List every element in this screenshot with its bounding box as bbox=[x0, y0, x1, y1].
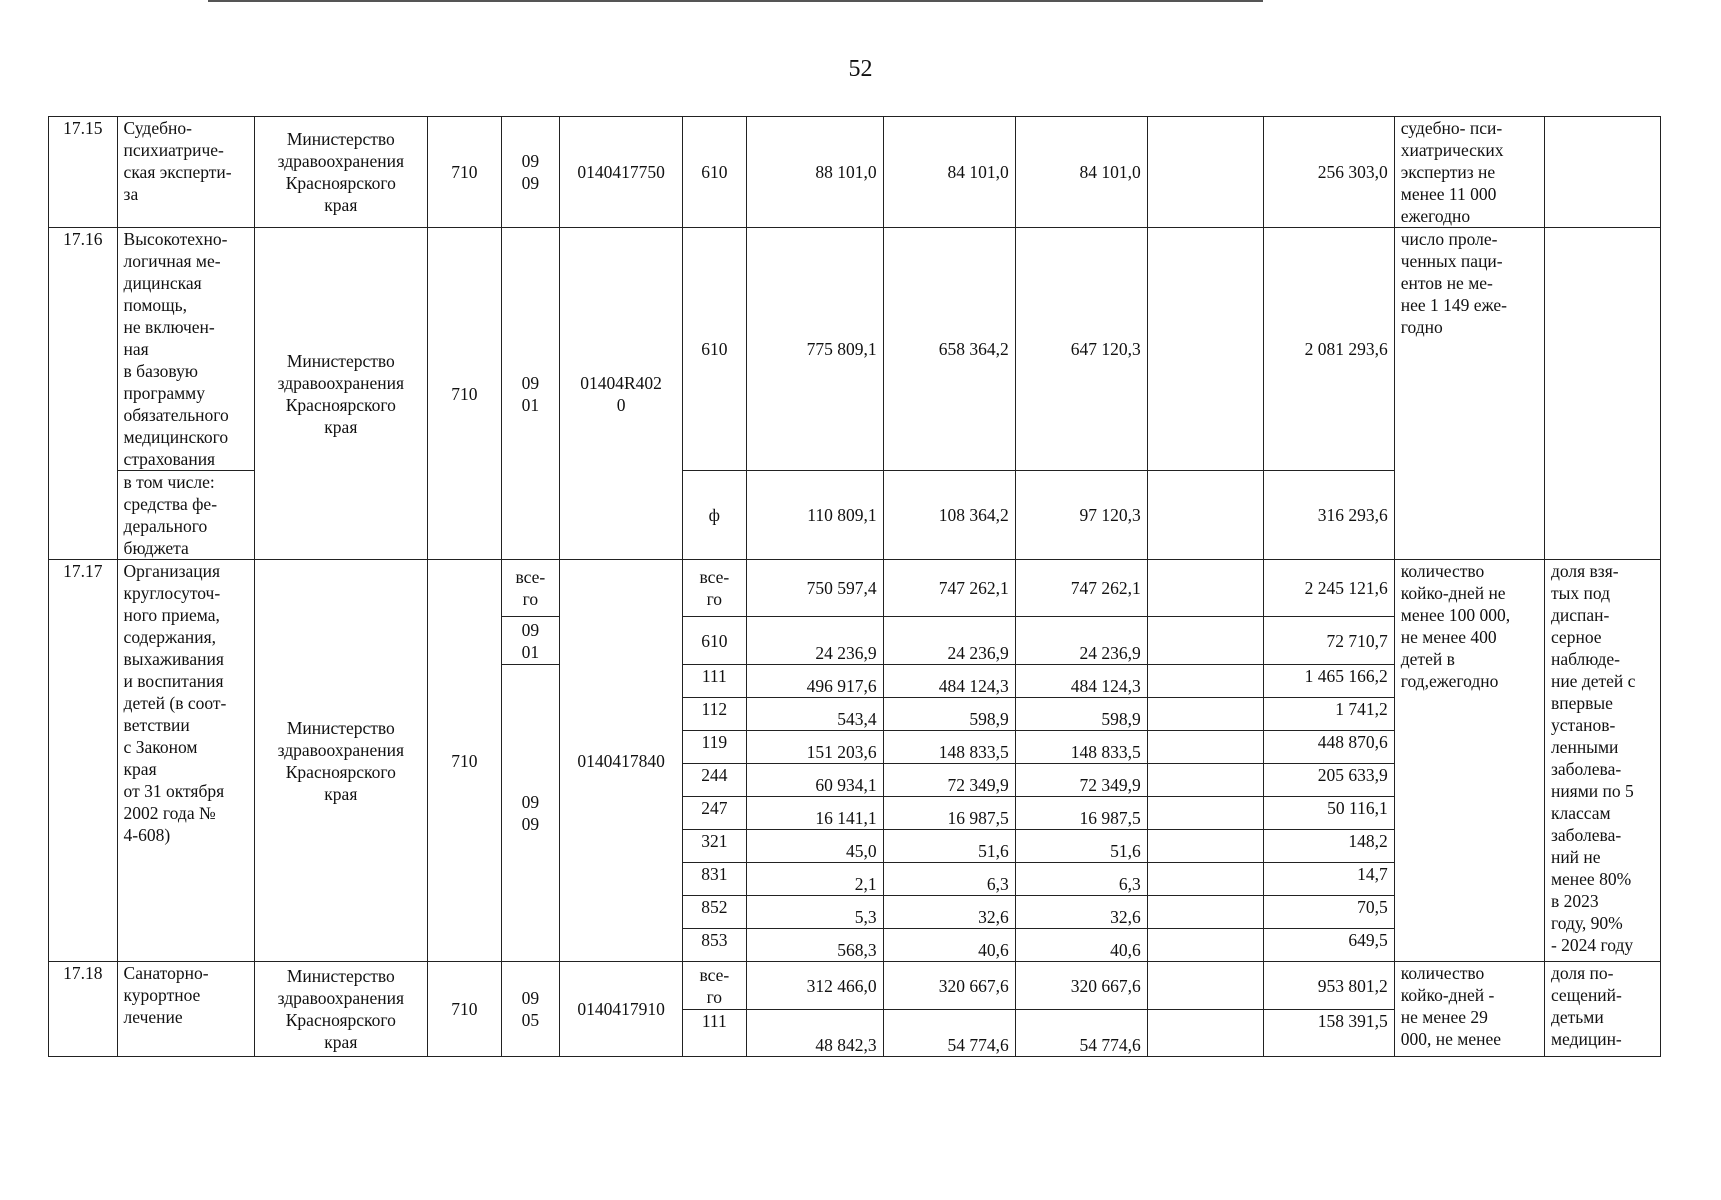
row-number: 17.17 bbox=[49, 560, 118, 962]
amount-year4 bbox=[1147, 896, 1263, 929]
expense-type: 831 bbox=[683, 863, 747, 896]
amount-year1: 543,4 bbox=[746, 698, 883, 731]
amount-year4 bbox=[1147, 471, 1263, 560]
section-code: 09 09 bbox=[501, 665, 559, 962]
amount-total: 256 303,0 bbox=[1263, 117, 1394, 228]
amount-year1: 775 809,1 bbox=[746, 228, 883, 471]
page-number: 52 bbox=[848, 56, 873, 82]
amount-total: 158 391,5 bbox=[1263, 1010, 1394, 1057]
amount-year2: 84 101,0 bbox=[883, 117, 1015, 228]
extra-indicator bbox=[1544, 228, 1660, 560]
amount-year1: 16 141,1 bbox=[746, 797, 883, 830]
amount-year2: 24 236,9 bbox=[883, 617, 1015, 665]
amount-year1: 60 934,1 bbox=[746, 764, 883, 797]
amount-total: 148,2 bbox=[1263, 830, 1394, 863]
extra-indicator bbox=[1544, 117, 1660, 228]
target-code: 0140417910 bbox=[560, 962, 683, 1057]
amount-total: 72 710,7 bbox=[1263, 617, 1394, 665]
amount-total: 1 741,2 bbox=[1263, 698, 1394, 731]
amount-year3: 647 120,3 bbox=[1015, 228, 1147, 471]
administrator: Министерство здравоохранения Красноярского края bbox=[254, 962, 427, 1057]
expense-type: 610 bbox=[683, 617, 747, 665]
amount-year1: 2,1 bbox=[746, 863, 883, 896]
amount-year3: 16 987,5 bbox=[1015, 797, 1147, 830]
section-code: 09 01 bbox=[501, 617, 559, 665]
amount-year4 bbox=[1147, 830, 1263, 863]
amount-year2: 72 349,9 bbox=[883, 764, 1015, 797]
expense-type: все- го bbox=[683, 560, 747, 617]
amount-year1: 312 466,0 bbox=[746, 962, 883, 1010]
amount-total: 649,5 bbox=[1263, 929, 1394, 962]
expected-result: количество койко-дней не менее 100 000, не менее 400 детей в год,ежегодно bbox=[1394, 560, 1544, 962]
target-code: 01404R402 0 bbox=[560, 228, 683, 560]
amount-year3: 24 236,9 bbox=[1015, 617, 1147, 665]
expense-type: 247 bbox=[683, 797, 747, 830]
expected-result: судебно- пси- хиатрических экспертиз не менее 11 000 ежегодно bbox=[1394, 117, 1544, 228]
amount-year3: 97 120,3 bbox=[1015, 471, 1147, 560]
amount-year3: 6,3 bbox=[1015, 863, 1147, 896]
amount-year2: 16 987,5 bbox=[883, 797, 1015, 830]
amount-year2: 484 124,3 bbox=[883, 665, 1015, 698]
admin-code: 710 bbox=[428, 117, 502, 228]
amount-year4 bbox=[1147, 617, 1263, 665]
table-row bbox=[49, 117, 1661, 228]
amount-year3: 51,6 bbox=[1015, 830, 1147, 863]
expense-type: 610 bbox=[683, 228, 747, 471]
expense-type: 321 bbox=[683, 830, 747, 863]
activity-name: Организация круглосуточ- ного приема, содержания, выхаживания и воспитания детей (в соот- ветствии с Законом края от 31 октября 2002 года № 4-608) bbox=[117, 560, 254, 962]
admin-code: 710 bbox=[428, 962, 502, 1057]
amount-year4 bbox=[1147, 1010, 1263, 1057]
section-code: 09 09 bbox=[501, 117, 559, 228]
amount-year4 bbox=[1147, 228, 1263, 471]
administrator: Министерство здравоохранения Красноярского края bbox=[254, 117, 427, 228]
amount-year2: 32,6 bbox=[883, 896, 1015, 929]
amount-year3: 598,9 bbox=[1015, 698, 1147, 731]
amount-year3: 54 774,6 bbox=[1015, 1010, 1147, 1057]
activity-name: Высокотехно- логичная ме- дицинская помощь, не включен- ная в базовую программу обязательного медицинского страхования bbox=[117, 228, 254, 471]
amount-year4 bbox=[1147, 117, 1263, 228]
table-row bbox=[49, 228, 1661, 471]
amount-year1: 568,3 bbox=[746, 929, 883, 962]
amount-total: 205 633,9 bbox=[1263, 764, 1394, 797]
amount-year4 bbox=[1147, 698, 1263, 731]
expected-result: количество койко-дней - не менее 29 000, не менее bbox=[1394, 962, 1544, 1057]
target-code: 0140417840 bbox=[560, 560, 683, 962]
administrator: Министерство здравоохранения Красноярского края bbox=[254, 228, 427, 560]
row-number: 17.18 bbox=[49, 962, 118, 1057]
amount-year4 bbox=[1147, 962, 1263, 1010]
row-number: 17.15 bbox=[49, 117, 118, 228]
amount-year2: 658 364,2 bbox=[883, 228, 1015, 471]
amount-total: 1 465 166,2 bbox=[1263, 665, 1394, 698]
amount-total: 953 801,2 bbox=[1263, 962, 1394, 1010]
amount-year3: 32,6 bbox=[1015, 896, 1147, 929]
amount-year1: 45,0 bbox=[746, 830, 883, 863]
amount-year4 bbox=[1147, 863, 1263, 896]
administrator: Министерство здравоохранения Красноярского края bbox=[254, 560, 427, 962]
amount-total: 2 081 293,6 bbox=[1263, 228, 1394, 471]
expense-type: все- го bbox=[683, 962, 747, 1010]
activity-name: Судебно- психиатриче- ская эксперти- за bbox=[117, 117, 254, 228]
admin-code: 710 bbox=[428, 560, 502, 962]
expense-type: 610 bbox=[683, 117, 747, 228]
table-row bbox=[49, 962, 1661, 1010]
budget-table bbox=[48, 116, 1661, 1057]
amount-year2: 598,9 bbox=[883, 698, 1015, 731]
amount-year2: 51,6 bbox=[883, 830, 1015, 863]
target-code: 0140417750 bbox=[560, 117, 683, 228]
amount-year3: 484 124,3 bbox=[1015, 665, 1147, 698]
amount-year4 bbox=[1147, 731, 1263, 764]
admin-code: 710 bbox=[428, 228, 502, 560]
amount-year2: 40,6 bbox=[883, 929, 1015, 962]
section-code: все- го bbox=[501, 560, 559, 617]
amount-year3: 148 833,5 bbox=[1015, 731, 1147, 764]
activity-subname: в том числе: средства фе- дерального бюджета bbox=[117, 471, 254, 560]
section-code: 09 05 bbox=[501, 962, 559, 1057]
amount-year3: 84 101,0 bbox=[1015, 117, 1147, 228]
amount-year4 bbox=[1147, 764, 1263, 797]
expense-type: 111 bbox=[683, 665, 747, 698]
expense-type: 244 bbox=[683, 764, 747, 797]
expense-type: ф bbox=[683, 471, 747, 560]
amount-year2: 148 833,5 bbox=[883, 731, 1015, 764]
expense-type: 112 bbox=[683, 698, 747, 731]
section-code: 09 01 bbox=[501, 228, 559, 560]
extra-indicator: доля взя- тых под диспан- серное наблюде- ние детей с впервые установ- ленными заболева- ниями по 5 классам заболева- ний не менее 80% в 2023 году, 90% - 2024 году bbox=[1544, 560, 1660, 962]
amount-year1: 110 809,1 bbox=[746, 471, 883, 560]
amount-year1: 24 236,9 bbox=[746, 617, 883, 665]
expense-type: 111 bbox=[683, 1010, 747, 1057]
amount-year1: 750 597,4 bbox=[746, 560, 883, 617]
expected-result: число проле- ченных паци- ентов не ме- нее 1 149 еже- годно bbox=[1394, 228, 1544, 560]
table-row bbox=[49, 560, 1661, 617]
amount-year4 bbox=[1147, 665, 1263, 698]
row-number: 17.16 bbox=[49, 228, 118, 560]
amount-total: 70,5 bbox=[1263, 896, 1394, 929]
amount-year1: 88 101,0 bbox=[746, 117, 883, 228]
extra-indicator: доля по- сещений- детьми медицин- bbox=[1544, 962, 1660, 1057]
amount-year4 bbox=[1147, 560, 1263, 617]
amount-year4 bbox=[1147, 929, 1263, 962]
amount-year3: 40,6 bbox=[1015, 929, 1147, 962]
amount-year2: 6,3 bbox=[883, 863, 1015, 896]
amount-year3: 747 262,1 bbox=[1015, 560, 1147, 617]
expense-type: 119 bbox=[683, 731, 747, 764]
amount-year3: 72 349,9 bbox=[1015, 764, 1147, 797]
amount-year1: 151 203,6 bbox=[746, 731, 883, 764]
activity-name: Санаторно- курортное лечение bbox=[117, 962, 254, 1057]
amount-total: 316 293,6 bbox=[1263, 471, 1394, 560]
amount-year4 bbox=[1147, 797, 1263, 830]
amount-year3: 320 667,6 bbox=[1015, 962, 1147, 1010]
amount-year2: 108 364,2 bbox=[883, 471, 1015, 560]
amount-total: 50 116,1 bbox=[1263, 797, 1394, 830]
amount-total: 448 870,6 bbox=[1263, 731, 1394, 764]
amount-year1: 496 917,6 bbox=[746, 665, 883, 698]
amount-year1: 5,3 bbox=[746, 896, 883, 929]
amount-total: 2 245 121,6 bbox=[1263, 560, 1394, 617]
amount-year2: 54 774,6 bbox=[883, 1010, 1015, 1057]
amount-year1: 48 842,3 bbox=[746, 1010, 883, 1057]
amount-year2: 320 667,6 bbox=[883, 962, 1015, 1010]
amount-total: 14,7 bbox=[1263, 863, 1394, 896]
expense-type: 853 bbox=[683, 929, 747, 962]
amount-year2: 747 262,1 bbox=[883, 560, 1015, 617]
expense-type: 852 bbox=[683, 896, 747, 929]
top-rule bbox=[208, 0, 1263, 2]
